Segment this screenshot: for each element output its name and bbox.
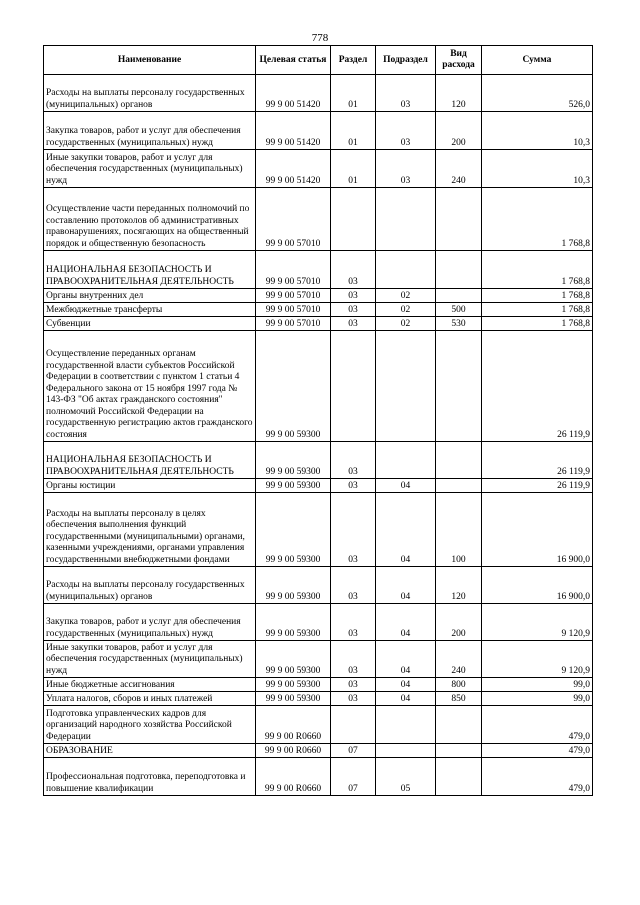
row-sum: 9 120,9 bbox=[482, 604, 593, 641]
table-row bbox=[44, 303, 593, 317]
row-article: 99 9 00 57010 bbox=[256, 317, 331, 331]
row-section bbox=[331, 188, 376, 251]
table-row bbox=[44, 251, 593, 289]
row-section: 03 bbox=[331, 604, 376, 641]
row-section bbox=[331, 706, 376, 744]
row-name: Органы юстиции bbox=[44, 479, 256, 493]
row-subsection: 05 bbox=[376, 758, 436, 796]
row-subsection: 03 bbox=[376, 150, 436, 188]
row-article: 99 9 00 59300 bbox=[256, 678, 331, 692]
header-row bbox=[44, 46, 593, 75]
row-sum: 26 119,9 bbox=[482, 479, 593, 493]
row-sum: 99,0 bbox=[482, 692, 593, 706]
row-article: 99 9 00 59300 bbox=[256, 604, 331, 641]
row-subsection: 04 bbox=[376, 604, 436, 641]
row-expense-type: 120 bbox=[436, 75, 482, 112]
row-sum: 1 768,8 bbox=[482, 188, 593, 251]
row-name: Органы внутренних дел bbox=[44, 289, 256, 303]
row-subsection: 02 bbox=[376, 289, 436, 303]
row-sum: 479,0 bbox=[482, 758, 593, 796]
row-article: 99 9 00 59300 bbox=[256, 331, 331, 442]
row-expense-type bbox=[436, 442, 482, 479]
row-article: 99 9 00 51420 bbox=[256, 150, 331, 188]
row-expense-type bbox=[436, 706, 482, 744]
row-subsection bbox=[376, 706, 436, 744]
header-name: Наименование bbox=[44, 46, 256, 75]
row-expense-type bbox=[436, 331, 482, 442]
row-subsection bbox=[376, 442, 436, 479]
row-subsection: 03 bbox=[376, 112, 436, 150]
row-expense-type: 850 bbox=[436, 692, 482, 706]
row-section: 07 bbox=[331, 758, 376, 796]
table-row bbox=[44, 331, 593, 442]
row-name: Иные бюджетные ассигнования bbox=[44, 678, 256, 692]
table-row bbox=[44, 678, 593, 692]
row-sum: 1 768,8 bbox=[482, 289, 593, 303]
row-sum: 479,0 bbox=[482, 706, 593, 744]
page-number: 778 bbox=[311, 32, 329, 44]
row-subsection: 04 bbox=[376, 641, 436, 678]
header-section: Раздел bbox=[331, 46, 376, 75]
table-row bbox=[44, 442, 593, 479]
row-article: 99 9 00 57010 bbox=[256, 251, 331, 289]
row-name: Расходы на выплаты персоналу государственных (муниципальных) органов bbox=[44, 567, 256, 604]
row-name: Межбюджетные трансферты bbox=[44, 303, 256, 317]
row-subsection: 04 bbox=[376, 479, 436, 493]
row-name: НАЦИОНАЛЬНАЯ БЕЗОПАСНОСТЬ И ПРАВООХРАНИТЕЛЬНАЯ ДЕЯТЕЛЬНОСТЬ bbox=[44, 442, 256, 479]
row-article: 99 9 00 R0660 bbox=[256, 758, 331, 796]
row-expense-type bbox=[436, 251, 482, 289]
row-name: Закупка товаров, работ и услуг для обеспечения государственных (муниципальных) нужд bbox=[44, 604, 256, 641]
table-row bbox=[44, 317, 593, 331]
row-sum: 26 119,9 bbox=[482, 442, 593, 479]
row-subsection: 03 bbox=[376, 75, 436, 112]
header-expense-type: Вид расхода bbox=[436, 46, 482, 75]
row-sum: 1 768,8 bbox=[482, 303, 593, 317]
row-sum: 16 900,0 bbox=[482, 567, 593, 604]
table-row bbox=[44, 567, 593, 604]
row-name: НАЦИОНАЛЬНАЯ БЕЗОПАСНОСТЬ И ПРАВООХРАНИТЕЛЬНАЯ ДЕЯТЕЛЬНОСТЬ bbox=[44, 251, 256, 289]
row-section: 03 bbox=[331, 641, 376, 678]
row-section: 01 bbox=[331, 112, 376, 150]
row-name: Субвенции bbox=[44, 317, 256, 331]
row-name: ОБРАЗОВАНИЕ bbox=[44, 744, 256, 758]
table-row bbox=[44, 188, 593, 251]
row-name: Иные закупки товаров, работ и услуг для обеспечения государственных (муниципальных) нужд bbox=[44, 150, 256, 188]
row-article: 99 9 00 57010 bbox=[256, 303, 331, 317]
row-article: 99 9 00 R0660 bbox=[256, 706, 331, 744]
row-subsection: 02 bbox=[376, 303, 436, 317]
row-name: Осуществление переданных органам государственной власти субъектов Российской Федерации в соответствии с пунктом 1 статьи 4 Федерального закона от 15 ноября 1997 года № 143-ФЗ "Об актах гражданского состояния" полномочий Российской Федерации на государственную регистрацию актов гражданского состояния bbox=[44, 331, 256, 442]
table-row bbox=[44, 706, 593, 744]
row-section: 03 bbox=[331, 289, 376, 303]
row-expense-type bbox=[436, 744, 482, 758]
table-row bbox=[44, 692, 593, 706]
row-name: Расходы на выплаты персоналу государственных (муниципальных) органов bbox=[44, 75, 256, 112]
row-subsection: 04 bbox=[376, 692, 436, 706]
table-row bbox=[44, 479, 593, 493]
header-article: Целевая статья bbox=[256, 46, 331, 75]
row-subsection: 04 bbox=[376, 567, 436, 604]
header-sum: Сумма bbox=[482, 46, 593, 75]
row-sum: 479,0 bbox=[482, 744, 593, 758]
row-expense-type bbox=[436, 758, 482, 796]
row-sum: 1 768,8 bbox=[482, 317, 593, 331]
row-subsection: 02 bbox=[376, 317, 436, 331]
row-expense-type: 100 bbox=[436, 493, 482, 567]
row-subsection bbox=[376, 744, 436, 758]
row-sum: 26 119,9 bbox=[482, 331, 593, 442]
row-expense-type: 500 bbox=[436, 303, 482, 317]
row-article: 99 9 00 59300 bbox=[256, 479, 331, 493]
row-article: 99 9 00 51420 bbox=[256, 112, 331, 150]
row-expense-type: 120 bbox=[436, 567, 482, 604]
row-section: 03 bbox=[331, 317, 376, 331]
row-article: 99 9 00 51420 bbox=[256, 75, 331, 112]
row-subsection: 04 bbox=[376, 493, 436, 567]
row-name: Профессиональная подготовка, переподготовка и повышение квалификации bbox=[44, 758, 256, 796]
row-sum: 1 768,8 bbox=[482, 251, 593, 289]
row-name: Иные закупки товаров, работ и услуг для обеспечения государственных (муниципальных) нужд bbox=[44, 641, 256, 678]
row-sum: 10,3 bbox=[482, 150, 593, 188]
row-expense-type bbox=[436, 479, 482, 493]
row-article: 99 9 00 57010 bbox=[256, 289, 331, 303]
row-sum: 9 120,9 bbox=[482, 641, 593, 678]
table-row bbox=[44, 150, 593, 188]
table-row bbox=[44, 604, 593, 641]
row-expense-type: 240 bbox=[436, 150, 482, 188]
row-section: 07 bbox=[331, 744, 376, 758]
row-name: Расходы на выплаты персоналу в целях обеспечения выполнения функций государственными (муниципальными) органами, казенными учреждениями, органами управления государственными внебюджетными фондами bbox=[44, 493, 256, 567]
row-expense-type: 200 bbox=[436, 112, 482, 150]
row-section: 01 bbox=[331, 75, 376, 112]
row-expense-type bbox=[436, 188, 482, 251]
row-expense-type: 530 bbox=[436, 317, 482, 331]
row-expense-type: 240 bbox=[436, 641, 482, 678]
row-article: 99 9 00 59300 bbox=[256, 567, 331, 604]
row-section: 03 bbox=[331, 251, 376, 289]
row-section: 03 bbox=[331, 479, 376, 493]
row-section: 01 bbox=[331, 150, 376, 188]
table-row bbox=[44, 641, 593, 678]
table-row bbox=[44, 289, 593, 303]
row-name: Уплата налогов, сборов и иных платежей bbox=[44, 692, 256, 706]
row-section: 03 bbox=[331, 442, 376, 479]
row-sum: 10,3 bbox=[482, 112, 593, 150]
row-sum: 526,0 bbox=[482, 75, 593, 112]
row-section: 03 bbox=[331, 678, 376, 692]
row-article: 99 9 00 57010 bbox=[256, 188, 331, 251]
row-section: 03 bbox=[331, 493, 376, 567]
table-row bbox=[44, 758, 593, 796]
row-sum: 16 900,0 bbox=[482, 493, 593, 567]
row-article: 99 9 00 59300 bbox=[256, 442, 331, 479]
row-article: 99 9 00 R0660 bbox=[256, 744, 331, 758]
row-name: Осуществление части переданных полномочий по составлению протоколов об административных правонарушениях, посягающих на общественный порядок и общественную безопасность bbox=[44, 188, 256, 251]
row-section: 03 bbox=[331, 567, 376, 604]
budget-table bbox=[43, 45, 593, 796]
row-subsection bbox=[376, 331, 436, 442]
header-subsection: Подраздел bbox=[376, 46, 436, 75]
row-section: 03 bbox=[331, 303, 376, 317]
row-article: 99 9 00 59300 bbox=[256, 493, 331, 567]
row-sum: 99,0 bbox=[482, 678, 593, 692]
row-article: 99 9 00 59300 bbox=[256, 692, 331, 706]
row-expense-type bbox=[436, 289, 482, 303]
row-subsection bbox=[376, 188, 436, 251]
row-name: Закупка товаров, работ и услуг для обеспечения государственных (муниципальных) нужд bbox=[44, 112, 256, 150]
row-name: Подготовка управленческих кадров для организаций народного хозяйства Российской Федерации bbox=[44, 706, 256, 744]
table-row bbox=[44, 112, 593, 150]
row-article: 99 9 00 59300 bbox=[256, 641, 331, 678]
row-expense-type: 800 bbox=[436, 678, 482, 692]
table-row bbox=[44, 744, 593, 758]
row-expense-type: 200 bbox=[436, 604, 482, 641]
table-row bbox=[44, 75, 593, 112]
row-section: 03 bbox=[331, 692, 376, 706]
table-row bbox=[44, 493, 593, 567]
row-subsection: 04 bbox=[376, 678, 436, 692]
row-subsection bbox=[376, 251, 436, 289]
row-section bbox=[331, 331, 376, 442]
